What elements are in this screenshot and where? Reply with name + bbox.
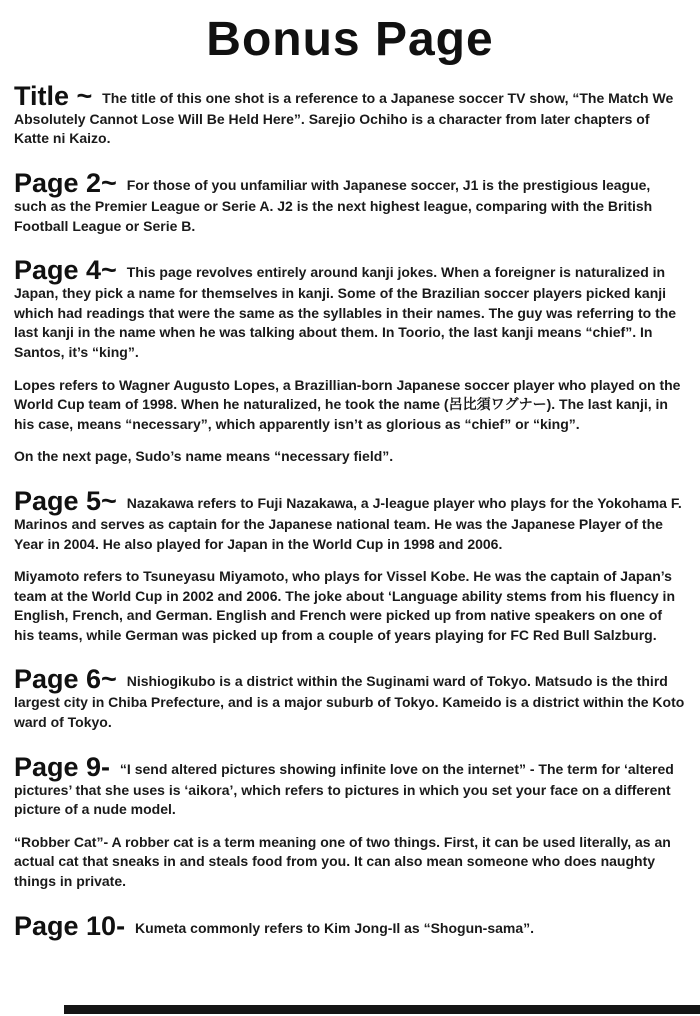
notes-section — [14, 485, 686, 646]
section-paragraph — [14, 751, 686, 820]
section-paragraph — [14, 910, 686, 941]
section-paragraph-text: “I send altered pictures showing infinite love on the internet” - The term for ‘altered pictures’ that she uses is ‘aikora’, which refers to pictures in which you set your face on a different picture of a nude model. — [14, 760, 674, 818]
section-paragraph: On the next page, Sudo’s name means “necessary field”. — [14, 448, 394, 465]
notes-section — [14, 666, 686, 732]
section-heading: Title ~ — [14, 80, 93, 111]
notes-section — [14, 257, 686, 467]
section-paragraph — [14, 485, 686, 554]
section-paragraph-text: This page revolves entirely around kanji jokes. When a foreigner is naturalized in Japan, they pick a name for themselves in kanji. Some of the Brazilian soccer players picked kanji which had readings that were the same as the syllables in their names. The guy was referring to the last kanji in the name when he was talking about them. In Toorio, the last kanji means “chief”. In Santos, it’s “king”. — [14, 264, 677, 360]
section-paragraph — [14, 80, 686, 149]
page-title: Bonus Page — [206, 13, 494, 66]
section-heading: Page 4~ — [14, 255, 117, 286]
section-paragraph-text: Nazakawa refers to Fuji Nazakawa, a J-league player who plays for the Yokohama F. Marinos and serves as captain for the Japanese national team. He was the Japanese Player of the Year in 2004. He also played for Japan in the World Cup in 1998 and 2006. — [14, 494, 682, 552]
notes-section — [14, 167, 686, 236]
section-paragraph-text: For those of you unfamiliar with Japanese soccer, J1 is the prestigious league, such as the Premier League or Serie A. J2 is the next highest league, comparing with the British Football League or Serie B. — [14, 176, 653, 234]
section-paragraph — [14, 666, 686, 732]
section-heading: Page 10- — [14, 910, 126, 941]
section-paragraph — [14, 257, 686, 362]
section-paragraph: Lopes refers to Wagner Augusto Lopes, a Brazillian-born Japanese soccer player who played on the World Cup team of 1998. When he naturalized, he took the name (呂比須ワグナー). The last kanji, in his case, means “necessary”, which apparently isn’t as glorious as “chief” or “king”. — [14, 376, 681, 432]
notes-sections-container — [0, 80, 700, 941]
section-paragraph-text: Nishiogikubo is a district within the Suginami ward of Tokyo. Matsudo is the third largest city in Chiba Prefecture, and is a major suburb of Tokyo. Kameido is a district within the Koto ward of Tokyo. — [14, 673, 685, 731]
section-heading: Page 2~ — [14, 167, 117, 198]
section-paragraph — [14, 167, 686, 236]
notes-section — [14, 910, 686, 941]
notes-section — [14, 80, 686, 149]
section-heading: Page 5~ — [14, 485, 117, 516]
section-paragraph-text: Kumeta commonly refers to Kim Jong-Il as “Shogun-sama”. — [131, 919, 535, 936]
section-paragraph: “Robber Cat”- A robber cat is a term meaning one of two things. First, it can be used literally, as an actual cat that sneaks in and steals food from you. It can also mean someone who does naughty things in private. — [14, 833, 671, 890]
section-heading: Page 6~ — [14, 664, 117, 695]
section-paragraph: Miyamoto refers to Tsuneyasu Miyamoto, who plays for Vissel Kobe. He was the captain of Japan’s team at the World Cup in 2002 and 2006. The joke about ‘Language ability stems from his fluency in English, French, and German. English and French were picked up from native speakers on one of his teams, while German was picked up from a couple of years playing for FC Red Bull Salzburg. — [14, 568, 676, 643]
notes-section — [14, 751, 686, 892]
section-heading: Page 9- — [14, 751, 111, 782]
bottom-scan-bar — [64, 1005, 700, 1014]
section-paragraph-text: The title of this one shot is a reference to a Japanese soccer TV show, “The Match We Absolutely Cannot Lose Will Be Held Here”. Sarejio Ochiho is a character from later chapters of Katte ni Kaizo. — [14, 89, 674, 147]
